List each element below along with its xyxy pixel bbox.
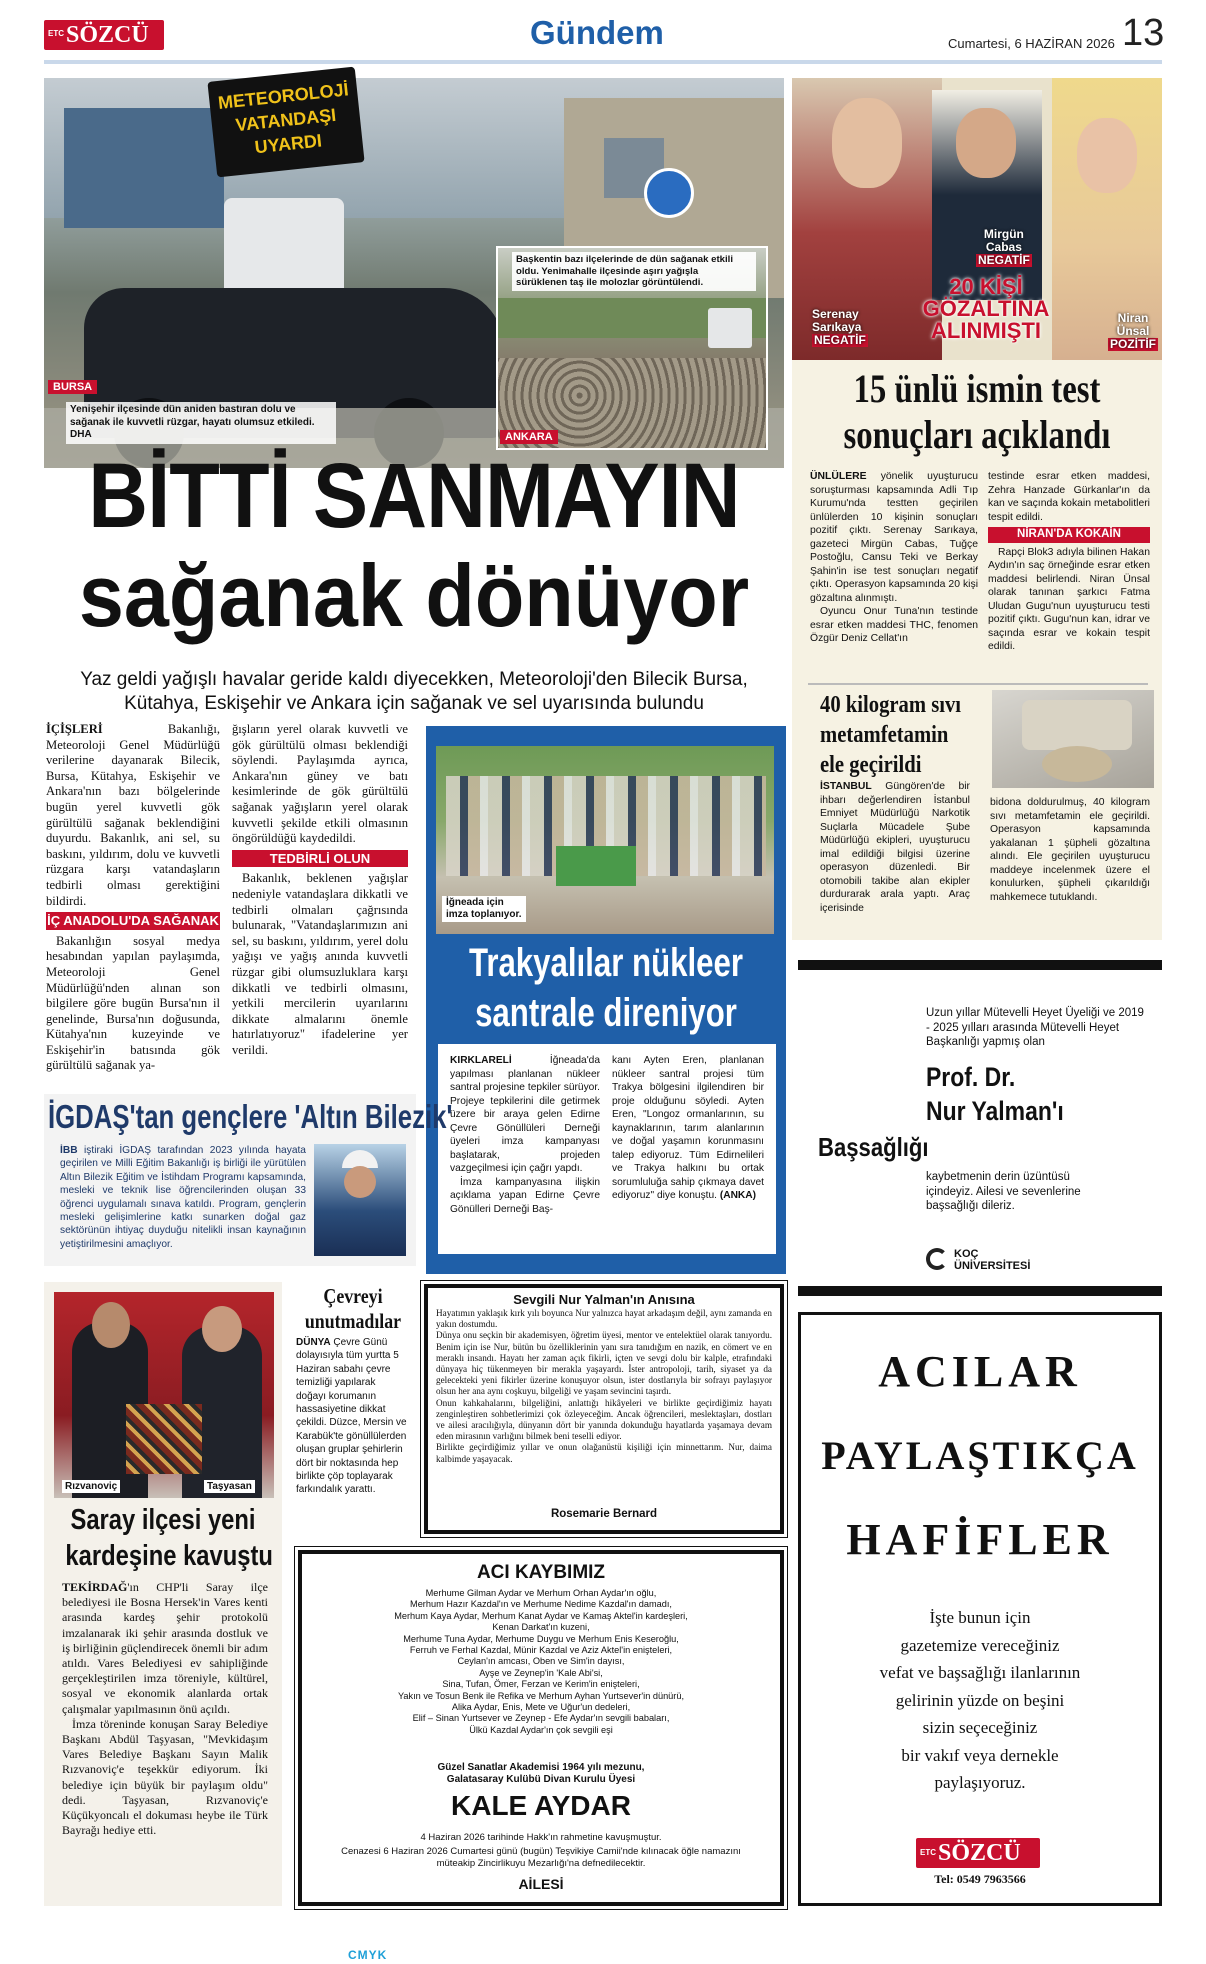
acilar-body-line: sizin seçeceğiniz [922,1718,1038,1737]
logo-text: SÖZCÜ [66,22,149,48]
weather-col1-p1: Bakanlığı, Meteoroloji Genel Müdürlüğü verilerine dayanarak Bilecik, Bursa, Kütahya, Eskişehir ve Ankara'nın bazı bölgelerinde bugün yerel kuvvetli gök gürültülü sağanak beklendiğini duyurdu. Bakanlık, ani sel, su baskını, yıldırım, dolu ve kuvvetli rüzgara karşı vatandaşların tedbirli olması gerektiğini bildirdi. [46,722,220,908]
acilar-phone: Tel: 0549 7963566 [934,1872,1026,1886]
aydar-name: KALE AYDAR [451,1790,631,1821]
celeb-status: POZİTİF [1110,337,1156,351]
aydar-lines [302,1588,780,1736]
aydar-line: Sina, Tufan, Ömer, Ferzan ve Kerim'in enişteleri, [442,1679,640,1690]
aydar-line: Merhume Gilman Aydar ve Merhum Orhan Aydar'ın oğlu, [425,1588,657,1598]
masthead-logo [44,20,164,50]
acilar-body-line: gelirinin yüzde on beşini [895,1690,1065,1710]
page-number: 13 [1122,12,1165,54]
igdas-photo [314,1144,406,1256]
aydar-family: AİLESİ [518,1876,564,1892]
rosemarie-signature: Rosemarie Bernard [550,1508,658,1520]
meth-headline [820,690,1040,780]
aydar-line: Merhum Hazır Kazdal'ın ve Merhume Nedime Kazdal'ın damadı, [410,1599,672,1610]
celebs-col-1 [810,470,978,646]
meth-col1-text: Güngören'de bir ihbarı değerlendiren İstanbul Emniyet Müdürlüğü Narkotik Suçlarla Mücadele Şube Müdürlüğü ekipleri, uyuşturucu imal edildiği bilgisi üzerine operasyon düzenledi. Bir otomobili takibe alan ekipler durdurarak arala yaptı. Araç içerisinde [820,781,970,914]
saray-headline-1: Saray ilçesi yeni [70,1504,256,1536]
rosemarie-p1: Hayatımın yaklaşık kırk yılı boyunca Nur yalnızca hayat arkadaşım değil, aynı zamanda en yakın dostumdu. [436,1308,772,1330]
weather-col-2 [232,722,408,1058]
acilar-title-1: ACILAR [878,1347,1082,1396]
weather-lead: İÇİŞLERİ [46,722,103,736]
celeb-label-niran [1108,312,1158,351]
meteorology-badge [207,67,364,178]
saray-p1: 'ın CHP'li Saray ilçe belediyesi ile Bosna Hersek'in Vares kenti arasında kardeş şehir protokolü imzalanarak iki şehir arasında dostluk ve iş birliğinin güçlendirecek önemli bir adım atıldı. Vares Belediyesi ev sahipliğinde gerçekleştirilen imza töreniyle, kültürel, sosyal ve ekonomik alanlarda ortak çalışmalar yapılmasının önü açıldı. [62,1580,268,1716]
aydar-line: Elif – Sinan Yurtsever ve Zeynep - Efe Aydar'ın sevgili babaları, [412,1713,670,1724]
koc-logo-text [954,1248,1030,1272]
cevre-body-text: Çevre Günü dolayısıyla tüm yurtta 5 Haziran sabahı çevre temizliği yapılarak doğayı korumanın hassasiyetine dikkat çekildi. Düzce, Mersin ve Karabük'te gönüllülerden oluşan gruplar şehirlerin dört bir noktasında hep birlikte çöp toplayarak farkındalık yarattı. [296,1337,407,1496]
celeb-label-line2: Cabas [985,240,1022,254]
saray-label-right: Taşyasan [204,1480,255,1493]
acilar-title-2: PAYLAŞTIKÇA [821,1433,1139,1478]
aydar-funeral: Cenazesi 6 Haziran 2026 Cumartesi günü (bugün) Teşvikiye Camii'nde kılınacak öğle namazını müteakip Zincirlikuyu Mezarlığı'na defnedilecektir. [341,1846,741,1869]
weather-headline-2: sağanak dönüyor [78,546,750,645]
logo-text: SÖZCÜ [938,1840,1021,1866]
celebs-col1-text: yönelik uyuşturucu soruşturması kapsamında Adli Tıp Kurumu'nda testten geçirilen ünlülerden 10 kişinin sonuçları pozitif çıktı. Serenay Sarıkaya, gazeteci Mirgün Cabas, Tuğçe Postoğlu, Cansu Teki ve Berkay Şahin'in ise test sonuçları negatif çıktı. Operasyon kapsamında 20 kişi gözaltına alınmıştı. [810,471,978,604]
saray-label-left: Rızvanoviç [62,1480,120,1493]
overlay-line-1: 20 KİŞİ [949,274,1023,299]
aydar-date: 4 Haziran 2026 tarihinde Hakk'ın rahmetine kavuşmuştur. [420,1832,662,1843]
aydar-line: Ayşe ve Zeynep'in 'Kale Abi'si, [479,1667,603,1678]
cevre-headline-2: unutmadılar [304,1309,402,1333]
aydar-line: Ferruh ve Ferhal Kazdal, Münir Kazdal ve Aziz Aktel'in enişteleri, [409,1645,673,1656]
saray-headline [44,1502,282,1574]
celeb-label-line2: Sarıkaya [812,320,862,334]
rosemarie-p3: Onun kahkahalarını, bilgeliğini, anlattığı hikâyeleri ve birlikte geçirdiğimiz hayatı zenginleştiren sohbetlerimizi çok özleyeceğim. Ancak öğrencileri, meslektaşları, dostları ve ailesi aracılığıyla, dünyanın dört bir yanında dokunduğu hayatlarda yaşamaya devam eden mirasının varlığını bilmek beni teselli ediyor. [436,1397,772,1442]
aydar-title: ACI KAYBIMIZ [476,1562,606,1583]
acilar-sozcu-logo [916,1838,1040,1868]
nuclear-caption-1: İğneada için [446,897,504,908]
celebs-col2-p2: Rapçi Blok3 adıyla bilinen Hakan Aydın'ın saç örneğinde esrar etken maddesi belirlendi. Niran Ünsal olarak tanınan şarkıcı Fatma Uludan Gugu'nun uyuşturucu testi pozitif çıktı. Gugu'nun kan, idrar ve saçında esrar ve kokain tespit edildi. [988,546,1150,652]
celeb-label-mirgun [976,228,1032,267]
meth-headline-2: metamfetamin [820,722,949,748]
weather-subhead-2: TEDBİRLİ OLUN [232,850,408,868]
nuclear-lead: KIRKLARELİ [450,1055,512,1066]
saray-headline-2: kardeşine kavuştu [65,1540,273,1572]
nuclear-col1-text: İğneada'da yapılması planlanan nükleer santral projesine tepkiler sürüyor. Projeye tepkilerini dile getirmek üzere bir araya gelen Edirne Çevre Gönüllüleri Derneği üyeleri imza kampanyası başlatarak, projeden vazgeçilmesi için çağrı yapdı. [450,1055,600,1174]
meth-headline-1: 40 kilogram sıvı [820,692,962,718]
aydar-line: Merhum Kaya Aydar, Merhum Kanat Aydar ve Kamaş Aktel'in kardeşleri, [394,1610,688,1621]
aydar-education [302,1762,780,1786]
celebs-headline [796,366,1158,458]
weather-col2-p1: ğışların yerel olarak kuvvetli ve gök gürültülü olması beklendiği söylendi. Paylaşımda ayrıca, Ankara'nın güney ve batı kesimlerinde de gök gürültülü sağanak yağışların yerel olarak kuvvetli şekilde etkili olmasının öngörüldüğü kaydedildi. [232,722,408,846]
celebs-col-2 [988,470,1150,654]
ankara-tag: ANKARA [500,430,558,444]
acilar-body-line: paylaşıyoruz. [934,1773,1026,1792]
cevre-headline [292,1284,414,1334]
celeb-label-line1: Mirgün [983,227,1024,241]
cevre-headline-1: Çevreyi [323,1284,383,1308]
nuclear-headline-1: Trakyalılar nükleer [468,941,744,985]
nuclear-headline [426,938,786,1038]
celebs-headline-2: sonuçları açıklandı [843,412,1111,457]
acilar-body-line: vefat ve başsağlığı ilanlarının [879,1663,1081,1682]
nuclear-col1-p2: İmza kampanyasına ilişkin açıklama yapan Edirne Çevre Gönülleri Derneği Baş- [450,1176,600,1215]
nuclear-caption-2: imza toplanıyor. [446,909,522,920]
badge-text: METEOROLOJİ VATANDAŞI UYARDI [217,79,350,158]
weather-headline-1: BİTTİ SANMAYIN [88,445,740,547]
celebs-headline-1: 15 ünlü ismin test [853,366,1101,411]
celeb-label-serenay [812,308,868,347]
aydar-line: Yakın ve Tosun Benk ile Refika ve Merhum Ayhan Yurtsever'in dünürü, [397,1690,685,1701]
weather-col-1 [46,722,220,1074]
koc-intro: Uzun yıllar Mütevelli Heyet Üyeliği ve 2019 - 2025 yılları arasında Mütevelli Heyet Başkanlığı yapmış olan [926,1007,1144,1048]
rosemarie-p2: Dünya onu seçkin bir akademisyen, öğretim üyesi, mentor ve entelektüel olarak tanıyordu. Benim için ise Nur, bütün bu özelliklerinin yanı sıra tanıdığım en nazik, en cömert ve en meraklı insandı. Hayatı her zaman açık fikirli, içten ve sevgi dolu bir kalple, etrafındaki dünyaya hiç tükenmeyen bir merakla yaşayardı. İster antropoloji, tarih, siyaset ya da gelecekteki yeni fikirler üzerine konuşuyor olsun, ister dostlarıyla bir sofrayı paylaşıyor olsun her ana aynı coşkuyu, bilgeliği ve yaşam sevincini taşırdı. [436,1330,772,1397]
nuclear-caption [442,896,526,922]
acilar-title-3: HAFİFLER [846,1515,1114,1564]
saray-photo [54,1292,274,1498]
aydar-edu-1: Güzel Sanatlar Akademisi 1964 yılı mezunu, [437,1762,645,1773]
nuclear-col-1 [450,1054,600,1216]
aydar-edu-2: Galatasaray Kulübü Divan Kurulu Üyesi [446,1774,636,1785]
aydar-line: Kenan Darkat'ın kuzeni, [492,1622,590,1633]
acilar-body [800,1604,1160,1797]
celeb-label-line1: Serenay [812,307,859,321]
cevre-lead: DÜNYA [296,1337,331,1348]
koc-body: kaybetmenin derin üzüntüsü içindeyiz. Ailesi ve sevenlerine başsağlığı dileriz. [926,1171,1081,1212]
aydar-line: Ceylan'ın amcası, Oben ve Sim'in dayısı, [457,1656,625,1667]
weather-col2-p2: Bakanlık, beklenen yağışlar nedeniyle vatandaşlara dikkatli ve tedbirli olmaları çağrısında bulunarak, "Vatandaşlarımızın ani sel, su baskını, yıldırım, yerel dolu yağışı ve yağış anında kuvvetli rüzgar gibi olumsuzluklara karşı dikkatli ve tedbirli olmasını, yetkili mercilerin uyarılarını dikkate almalarını önemle hatırlatıyoruz" ifadelerine yer verildi. [232,871,408,1057]
acilar-body-line: bir vakıf veya dernekle [901,1745,1059,1765]
saray-body [62,1580,268,1838]
igdas-headline: İGDAŞ'tan gençlere 'Altın Bilezik' [48,1098,453,1135]
nuclear-col-2 [612,1054,764,1203]
meth-col-2 [990,796,1150,904]
koc-name-1: Prof. Dr. [926,1062,1016,1092]
igdas-lead: İBB [60,1145,78,1156]
rosemarie-p4: Birlikte geçirdiğimiz yıllar ve onun olağanüstü kişiliği için minnettarım. Nur, daima kalbimde yaşayacak. [436,1442,772,1464]
meth-lead: İSTANBUL [820,781,872,792]
koc-logo-icon [926,1248,948,1270]
meth-headline-3: ele geçirildi [820,752,922,778]
meth-divider [808,683,1148,685]
celebs-col1-p2: Oyuncu Onur Tuna'nın testinde esrar etken maddesi THC, fenomen Özgür Deniz Cellat'ın [810,606,978,644]
aydar-line: Ülkü Kazdal Aydar'ın çok sevgili eşi [469,1724,613,1735]
celeb-label-line2: Ünsal [1116,324,1150,338]
acilar-body-line: İşte bunun için [929,1608,1031,1627]
logo-prefix: ETC [920,1848,936,1857]
overlay-line-2: GÖZALTINA [922,296,1050,321]
meth-col2-text: bidona doldurulmuş, 40 kilogram sıvı metamfetamin ele geçirildi. Operasyon kapsamında yakalanan 1 şüpheli gözaltına alındı. Ele geçirilen uyuşturucu maddeye incelenmek üzere el konulurken, şüpheli çıkarıldığı mahkemece tutuklandı. [990,797,1150,903]
bursa-caption: Yenişehir ilçesinde dün aniden bastıran dolu ve sağanak ile kuvvetli rüzgar, hayatı olumsuz etkiledi. DHA [66,402,336,444]
celebs-col2-p1: testinde esrar etken maddesi, Zehra Hanzade Gürkanlar'ın da kan ve saçında kokain metabolitleri tespit edildi. [988,471,1150,523]
rosemarie-title: Sevgili Nur Yalman'ın Anısına [513,1292,695,1307]
header-date: Cumartesi, 6 HAZİRAN 2026 [948,36,1115,51]
celeb-status: NEGATİF [814,333,866,347]
koc-org-2: ÜNİVERSİTESİ [954,1260,1031,1272]
cmyk-mark: CMYK [348,1948,388,1962]
celeb-status: NEGATİF [978,253,1030,267]
header-rule [44,60,1162,64]
celebs-lead: ÜNLÜLERE [810,471,867,482]
saray-lead: TEKİRDAĞ [62,1580,128,1594]
celebs-subhead: NİRAN'DA KOKAİN [988,527,1150,543]
cevre-body [296,1336,408,1497]
overlay-line-3: ALINMIŞTI [931,318,1041,343]
weather-subhead-1: İÇ ANADOLU'DA SAĞANAK [47,913,219,929]
nuclear-col2-text: kanı Ayten Eren, planlanan nükleer santral projesi tüm Trakya bölgesini ilgilendiren bir proje olduğunu söyledi. Ayten Eren, "Longoz ormanlarının, su kaynaklarının, tarım alanlarının ve doğal yaşamın korunmasını talep ediyoruz. Tüm Edirnelileri ve Trakya halkını bu ortak sorumluluğa sahip çıkmaya davet ediyoruz" diye konuştu. [612,1055,764,1201]
aydar-line: Merhume Tuna Aydar, Merhume Duygu ve Merhum Enis Keseroğlu, [403,1633,679,1644]
bursa-tag: BURSA [48,380,97,394]
koc-name [926,1060,1088,1128]
acilar-title [800,1330,1160,1582]
igdas-body [60,1144,306,1251]
koc-title: Başsağlığı [818,1132,929,1162]
weather-deck: Yaz geldi yağışlı havalar geride kaldı diyecekken, Meteoroloji'den Bilecik Bursa, Kütahya, Eskişehir ve Ankara için sağanak ve sel uyarısında bulundu [80,669,748,714]
rosemarie-body [436,1308,772,1465]
ankara-caption: Başkentin bazı ilçelerinde de dün sağanak etkili oldu. Yenimahalle ilçesinde aşırı yağışla sürüklenen taş ile molozlar görüntülendi. [512,252,756,291]
meth-col-1 [820,780,970,915]
igdas-body-text: iştiraki İGDAŞ tarafından 2023 yılında hayata geçirilen ve Milli Eğitim Bakanlığı iş birliği ile yürütülen Altın Bilezik Eğitim ve İstihdam Programı kapsamında, mesleki ve teknik lise öğrencilerinden oluşan 33 öğrenci uygulamalı sınava katıldı. Program, gençlerin mesleki gelişimlerine katkı sunarken doğal gaz sektörünün ihtiyaç duyduğu nitelikli insan kaynağının yetiştirilmesini amaçlıyor. [60,1145,306,1250]
aydar-line: Alika Aydar, Enis, Mete ve Uğur'un dedeleri, [451,1702,631,1713]
celeb-label-line1: Niran [1117,311,1149,325]
koc-name-2: Nur Yalman'ı [926,1096,1064,1126]
koc-org-1: KOÇ [954,1248,979,1260]
logo-prefix: ETC [48,29,64,38]
nuclear-headline-2: santrale direniyor [475,991,737,1035]
nuclear-credit: (ANKA) [719,1190,757,1201]
celebs-overlay [906,276,1066,342]
section-title: Gündem [530,14,664,51]
saray-p2: İmza töreninde konuşan Saray Belediye Başkanı Abdül Taşyasan, "Mevkidaşım Vares Belediye Başkanı Sayın Malik Rızvanoviç'e teşekkür ediyorum. İki belediye için büyük bir paylaşım oldu" dedi. Taşyasan, Rızvanoviç'e Küçükyoncalı el dokuması heybe ile Türk Bayrağı hediye etti. [62,1716,268,1838]
weather-col1-p2: Bakanlığın sosyal medya hesabından yapılan paylaşımda, Meteoroloji Genel Müdürlüğü'nden alınan son bilgilere göre bugün Bursa'nın il genelinde, Bursa'nın doğusunda, Kütahya'nın kuzeyinde ve Eskişehir'in batısında gök gürültülü sağanak ya- [46,933,220,1073]
acilar-body-line: gazetemize vereceğiniz [900,1635,1060,1655]
